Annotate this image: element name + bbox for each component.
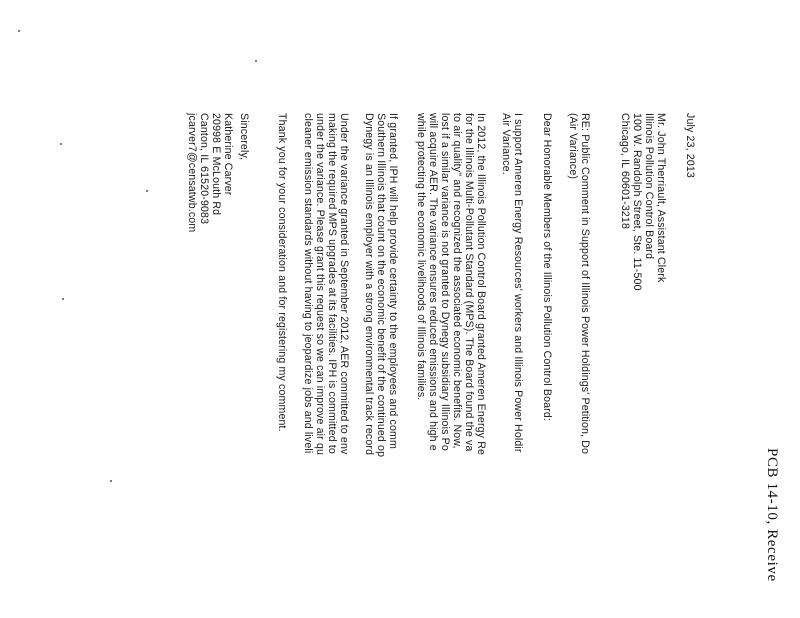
signer-street: 20998 E McLouth Rd bbox=[210, 113, 222, 216]
paragraph-background bbox=[415, 113, 487, 455]
received-stamp: PCB 14-10, Receive bbox=[764, 448, 780, 582]
closing: Sincerely, bbox=[238, 113, 250, 161]
subject-text: (Air Variance) bbox=[567, 113, 579, 180]
scan-speck bbox=[60, 143, 62, 145]
paragraph-line: making the required MPS upgrades at its facilities. IPH is committed to bbox=[326, 113, 338, 454]
paragraph-line: Under the variance granted in September 2012, AER committed to env bbox=[338, 113, 350, 455]
scan-speck bbox=[62, 298, 64, 300]
scan-speck bbox=[255, 60, 257, 62]
recipient-address bbox=[619, 113, 667, 291]
address-line: Illinois Pollution Control Board bbox=[643, 113, 655, 260]
paragraph-line: to air quality" and recognized the associated economic benefits. Now, bbox=[451, 113, 463, 449]
paragraph-line: for the Illinois Multi-Pollutant Standard (MPS). The Board found the va bbox=[463, 113, 475, 452]
address-line: Chicago, IL 60601-3218 bbox=[619, 113, 631, 229]
signer-city: Canton, IL 61520-9083 bbox=[198, 113, 210, 225]
paragraph-line: Air Variance. bbox=[500, 113, 512, 175]
subject-line bbox=[567, 113, 591, 454]
address-line: Mr. John Therriault, Assistant Clerk bbox=[655, 113, 667, 283]
salutation: Dear Honorable Members of the Illinois Pollution Control Board: bbox=[541, 113, 553, 421]
paragraph-line: If granted, IPH will help provide certainty to the employees and comm bbox=[387, 113, 399, 449]
signer-email: jcarver7@censatwb.com bbox=[186, 113, 198, 233]
paragraph-line: Dynegy is an Illinois employer with a strong environmental track record bbox=[363, 113, 375, 456]
paragraph-line: In 2012, the Illinois Pollution Control Board granted Ameren Energy Re bbox=[475, 113, 487, 456]
paragraph-line: Southern Illinois that count on the economic benefit of the continued op bbox=[375, 113, 387, 458]
paragraph-line: cleaner emission standards without having to jeopardize jobs and liveli bbox=[302, 113, 314, 454]
paragraph-commitment bbox=[302, 113, 350, 455]
scan-speck bbox=[18, 30, 20, 32]
subject-text: RE: Public Comment in Support of Illinois Power Holdings' Petition, Do bbox=[579, 113, 591, 455]
signature-block bbox=[186, 113, 234, 232]
paragraph-line: while protecting the economic livelihoods of Illinois families. bbox=[415, 113, 427, 401]
paragraph-line: under the variance. Please grant this request so we can improve air qu bbox=[314, 113, 326, 456]
paragraph-line: I support Ameren Energy Resources' workers and Illinois Power Holdir bbox=[512, 113, 524, 453]
paragraph-certainty bbox=[363, 113, 399, 457]
signer-name: Katherine Carver bbox=[222, 113, 234, 196]
paragraph-line: lost if a similar variance is not granted to Dynegy subsidiary Illinois Po bbox=[439, 113, 451, 451]
letter-date: July 23, 2013 bbox=[684, 113, 696, 178]
paragraph-thanks: Thank you for your consideration and for registering my comment. bbox=[276, 113, 288, 432]
scan-speck bbox=[110, 480, 112, 482]
address-line: 100 W. Randolph Street, Ste. 11-500 bbox=[631, 113, 643, 291]
paragraph-line: will acquire AER. The variance ensures reduced emissions and high e bbox=[427, 113, 439, 451]
paragraph-support bbox=[500, 113, 524, 453]
scan-speck bbox=[146, 190, 148, 192]
